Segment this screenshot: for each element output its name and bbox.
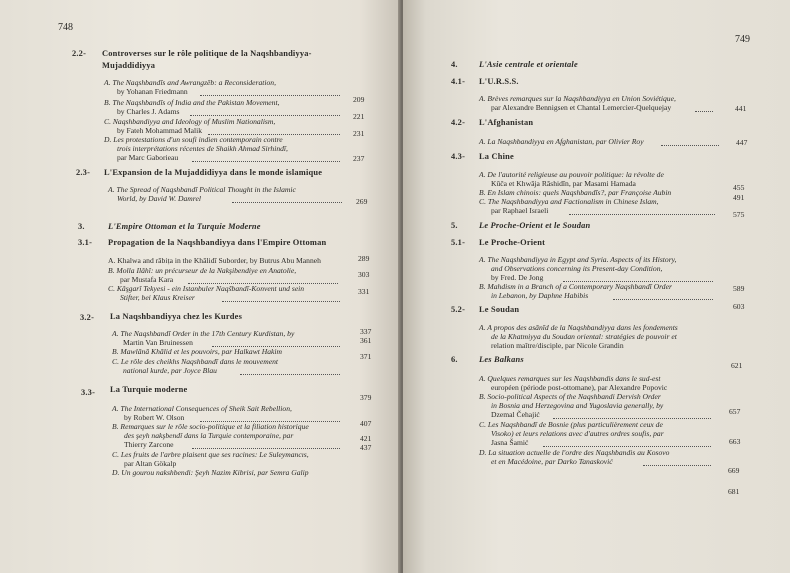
section-heading: La Chine (479, 152, 514, 161)
page-ref: 337 (360, 327, 372, 336)
toc-entry-line: by Fred. De Jong (491, 273, 544, 282)
toc-entry-line: C. Le rôle des cheikhs Naqshbandī dans le mouvement (112, 357, 278, 366)
page-ref: 455 (733, 183, 745, 192)
toc-entry-line: A. A propos des asānīd de la Naqshbandiyya dans les fondements (479, 323, 678, 332)
section-number: 3.2- (80, 313, 95, 322)
toc-entry-line: A. The International Consequences of Sheik Sait Rebellion, (112, 404, 292, 413)
toc-entry-line: by Robert W. Olson (124, 413, 185, 422)
section-number: 3.1- (78, 238, 93, 247)
page-ref: 231 (353, 129, 365, 138)
toc-entry-line: C. Naqshbandiyya and Ideology of Muslim Nationalism, (104, 117, 276, 126)
dot-leader (200, 95, 340, 96)
section-heading: L'U.R.S.S. (479, 77, 519, 86)
toc-entry-line: C. Kâşgarî Tekyesi - ein Istanbuler Naqšbandī-Konvent und sein (108, 284, 305, 293)
dot-leader (192, 448, 340, 449)
toc-entry-line: national kurde, par Joyce Blau (123, 366, 217, 375)
toc-entry-line: Thierry Zarcone (124, 440, 174, 449)
dot-leader (569, 214, 715, 215)
section-heading: Les Balkans (479, 355, 524, 364)
page-ref: 575 (733, 210, 745, 219)
dot-leader (190, 115, 340, 116)
toc-entry-line: A. The Naqshbandī Order in the 17th Century Kurdistan, by (112, 329, 295, 338)
toc-entry-line: par Marc Gaborieau (117, 153, 179, 162)
toc-entry-line: A. Quelques remarques sur les Naqshbandis dans le sud-est (479, 374, 661, 383)
section-heading: Propagation de la Naqshbandiyya dans l'Empire Ottoman (108, 238, 327, 247)
dot-leader (661, 145, 719, 146)
toc-entry-line: par Mustafa Kara (120, 275, 174, 284)
section-heading: L'Afghanistan (479, 118, 534, 127)
section-number: 5.1- (451, 238, 466, 247)
toc-entry-line: in Bosnia and Herzegovina and Yugoslavia generally, by (491, 401, 664, 410)
toc-entry-line: par Altan Gökalp (124, 459, 177, 468)
toc-entry-line: A. Brèves remarques sur la Naqshbandiyya en Union Soviétique, (479, 94, 676, 103)
toc-entry-line: B. The Naqshbandīs of India and the Pakistan Movement, (104, 98, 280, 107)
dot-leader (222, 301, 340, 302)
toc-entry-line: D. La situation actuelle de l'ordre des Naqshbandis au Kosovo (479, 448, 670, 457)
section-number: 2.2- (72, 49, 87, 58)
page-ref: 621 (731, 361, 743, 370)
toc-entry-line: A. The Naqshbandiyya in Egypt and Syria. Aspects of its History, (479, 255, 677, 264)
toc-entry-line: B. Mawlānā Khālid et les pouvoirs, par Halkawt Hakim (112, 347, 283, 356)
page-ref: 603 (733, 302, 745, 311)
dot-leader (643, 465, 711, 466)
section-number: 3. (78, 222, 85, 231)
toc-entry-line: by Charles J. Adams (117, 107, 180, 116)
page-ref: 421 (360, 434, 372, 443)
toc-entry-line: relation maître/disciple, par Nicole Grandin (491, 341, 624, 350)
section-number: 4.3- (451, 152, 466, 161)
toc-entry-line: par Raphael Israeli (491, 206, 549, 215)
toc-entry-line: A. The Naqshbandīs and Awrangzēb: a Reconsideration, (104, 78, 276, 87)
dot-leader (695, 111, 713, 112)
section-number: 6. (451, 355, 458, 364)
section-heading: La Naqshbandiyya chez les Kurdes (110, 312, 243, 321)
page-number: 749 (735, 34, 750, 45)
toc-entry-line: Stifter, bei Klaus Kreiser (120, 293, 195, 302)
section-heading: Le Proche-Orient (479, 238, 546, 247)
toc-entry-line: de la Khatmiyya du Soudan oriental: stratégies de pouvoir et (491, 332, 677, 341)
dot-leader (613, 299, 713, 300)
page-ref: 663 (729, 437, 741, 446)
page-ref: 237 (353, 154, 365, 163)
page-number: 748 (58, 22, 73, 33)
toc-entry-line: trois interprétations récentes de Shaikh Ahmad Sirhindī, (117, 144, 288, 153)
toc-entry-line: A. La Naqshbandiyya en Afghanistan, par Olivier Roy (479, 137, 644, 146)
toc-entry-line: C. Les Naqshbandī de Bosnie (plus particulièrement ceux de (479, 420, 663, 429)
toc-entry-line: B. Molla Ilâhî: un précurseur de la Nakşibendiye en Anatolie, (108, 266, 297, 275)
page-ref: 669 (728, 466, 740, 475)
page-ref: 371 (360, 352, 372, 361)
page-ref: 491 (733, 193, 745, 202)
section-heading: L'Empire Ottoman et la Turquie Moderne (108, 222, 261, 231)
page-ref: 209 (353, 95, 365, 104)
section-number: 5. (451, 221, 458, 230)
toc-entry-line: A. De l'autorité religieuse au pouvoir politique: la révolte de (479, 170, 664, 179)
toc-entry-line: by Fateh Mohammad Malik (117, 126, 202, 135)
page-ref: 303 (358, 270, 370, 279)
dot-leader (553, 418, 711, 419)
toc-entry-line: Dzemal Čehajić (491, 410, 540, 419)
section-number: 2.3- (76, 168, 91, 177)
toc-entry-line: Kūča et Khwāja Rāshidīn, par Masami Hamada (491, 179, 636, 188)
page-ref: 407 (360, 419, 372, 428)
toc-entry-line: européen (période post-ottomane), par Alexandre Popovic (491, 383, 668, 392)
section-number: 3.3- (81, 388, 96, 397)
dot-leader (543, 446, 711, 447)
toc-entry-line: and Observations concerning its Present-day Condition, (491, 264, 663, 273)
page-ref: 379 (360, 393, 372, 402)
toc-entry-line: B. Socio-political Aspects of the Naqshbandi Dervish Order (479, 392, 661, 401)
page-ref: 657 (729, 407, 741, 416)
toc-entry-line: Visoko) et leurs relations avec d'autres ordres soufis, par (491, 429, 664, 438)
dot-leader (240, 374, 340, 375)
section-heading: Le Proche-Orient et le Soudan (479, 221, 591, 230)
toc-entry-line: Jasna Šamić (491, 438, 529, 447)
right-page (403, 0, 790, 573)
toc-entry-line: et en Macédoine, par Darko Tanasković (491, 457, 613, 466)
toc-entry-line: B. Remarques sur le rôle socio-politique et la filiation historique (112, 422, 309, 431)
section-heading: Le Soudan (479, 305, 520, 314)
toc-entry-line: des şeyh nakşbendî dans la Turquie contemporaine, par (124, 431, 294, 440)
section-number: 4. (451, 60, 458, 69)
section-heading: Controverses sur le rôle politique de la Naqshbandiyya- (102, 49, 312, 58)
toc-entry-line: in Lebanon, by Daphne Habibis (491, 291, 589, 300)
toc-entry-line: B. Mahdism in a Branch of a Contemporary Naqshbandī Order (479, 282, 672, 291)
toc-entry-line: D. Les protestations d'un soufi indien contemporain contre (104, 135, 283, 144)
toc-entry-line: A. Khalwa and rābiṭa in the Khālidī Suborder, by Butrus Abu Manneh (108, 256, 321, 265)
section-heading: Mujaddidiyya (102, 61, 156, 70)
page-ref: 441 (735, 104, 747, 113)
page-ref: 589 (733, 284, 745, 293)
toc-entry-line: C. Les fruits de l'arbre plaisent que ses racines: Le Suleymancıs, (112, 450, 309, 459)
page-ref: 437 (360, 443, 372, 452)
page-ref: 289 (358, 254, 370, 263)
toc-entry-line: D. Un gourou nakshbendi: Şeyh Nazim Kibrisi, par Semra Galip (112, 468, 309, 477)
dot-leader (192, 161, 340, 162)
toc-entry-line: B. En Islam chinois: quels Naqshbandīs?, par Françoise Aubin (479, 188, 672, 197)
page-ref: 269 (356, 197, 368, 206)
section-heading: L'Asie centrale et orientale (479, 60, 578, 69)
page-ref: 221 (353, 112, 365, 121)
toc-entry-line: par Alexandre Bennigsen et Chantal Lemercier-Quelquejay (491, 103, 672, 112)
toc-entry-line: A. The Spread of Naqshbandī Political Thought in the Islamic (108, 185, 296, 194)
dot-leader (232, 202, 342, 203)
toc-entry-line: by Yohanan Friedmann (117, 87, 188, 96)
section-number: 5.2- (451, 305, 466, 314)
page-ref: 331 (358, 287, 370, 296)
page-ref: 447 (736, 138, 748, 147)
section-heading: L'Expansion de la Mujaddidiyya dans le monde islamique (104, 168, 323, 177)
toc-entry-line: C. The Naqshbandiyya and Factionalism in Chinese Islam, (479, 197, 659, 206)
toc-entry-line: World, by David W. Damrel (117, 194, 201, 203)
toc-entry-line: Martin Van Bruinessen (123, 338, 193, 347)
page-ref: 361 (360, 336, 372, 345)
section-heading: La Turquie moderne (110, 385, 188, 394)
section-number: 4.2- (451, 118, 466, 127)
page-ref: 681 (728, 487, 740, 496)
section-number: 4.1- (451, 77, 466, 86)
